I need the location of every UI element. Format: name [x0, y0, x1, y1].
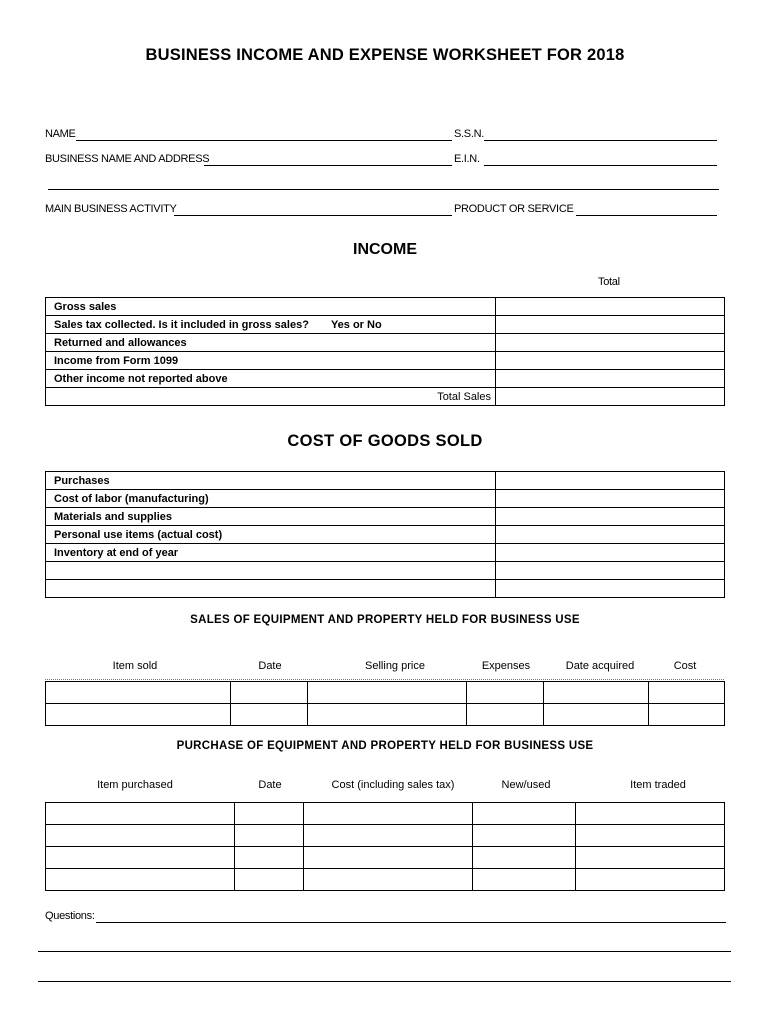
cogs-row-label: Materials and supplies — [46, 508, 496, 526]
income-total-label: Total — [598, 276, 620, 288]
table-row — [46, 298, 725, 316]
table-cell[interactable] — [473, 803, 576, 825]
cogs-value-cell[interactable] — [496, 526, 725, 544]
income-value-cell[interactable] — [496, 316, 725, 334]
table-row — [46, 562, 725, 580]
income-value-cell[interactable] — [496, 334, 725, 352]
col-date: Date — [258, 779, 282, 791]
income-heading: INCOME — [353, 241, 417, 258]
table-cell[interactable] — [304, 803, 473, 825]
col-cost: Cost — [673, 660, 697, 672]
table-cell[interactable] — [46, 869, 235, 891]
address-line-field[interactable] — [48, 189, 719, 190]
table-cell[interactable] — [308, 704, 467, 726]
cogs-blank-label-cell[interactable] — [46, 562, 496, 580]
table-row — [46, 472, 725, 490]
table-cell[interactable] — [231, 682, 308, 704]
total-sales-label: Total Sales — [46, 388, 496, 406]
cogs-blank-label-cell[interactable] — [46, 580, 496, 598]
income-row-label: Returned and allowances — [46, 334, 496, 352]
table-cell[interactable] — [576, 869, 725, 891]
col-item-purchased: Item purchased — [97, 779, 173, 791]
cogs-heading: COST OF GOODS SOLD — [287, 432, 483, 450]
divider — [45, 679, 724, 680]
table-cell[interactable] — [544, 704, 649, 726]
table-cell[interactable] — [304, 825, 473, 847]
col-date-acquired: Date acquired — [565, 660, 635, 672]
table-cell[interactable] — [231, 704, 308, 726]
table-cell[interactable] — [235, 803, 304, 825]
sales-equipment-table — [45, 681, 725, 726]
income-row-label: Other income not reported above — [46, 370, 496, 388]
business-name-label: BUSINESS NAME AND ADDRESS — [45, 153, 210, 165]
col-item-traded: Item traded — [630, 779, 686, 791]
table-cell[interactable] — [473, 847, 576, 869]
table-cell[interactable] — [649, 682, 725, 704]
main-activity-field[interactable] — [174, 215, 452, 216]
table-row — [46, 388, 725, 406]
table-cell[interactable] — [308, 682, 467, 704]
table-row — [46, 869, 725, 891]
cogs-value-cell[interactable] — [496, 544, 725, 562]
table-row — [46, 370, 725, 388]
cogs-table — [45, 471, 725, 598]
questions-field[interactable] — [96, 922, 726, 923]
table-row — [46, 526, 725, 544]
table-cell[interactable] — [467, 704, 544, 726]
income-row-label — [46, 316, 496, 334]
table-row — [46, 490, 725, 508]
cogs-row-label: Cost of labor (manufacturing) — [46, 490, 496, 508]
table-row — [46, 825, 725, 847]
table-cell[interactable] — [235, 869, 304, 891]
main-activity-label: MAIN BUSINESS ACTIVITY — [45, 203, 177, 215]
table-cell[interactable] — [46, 704, 231, 726]
table-row — [46, 682, 725, 704]
table-row — [46, 803, 725, 825]
table-row — [46, 704, 725, 726]
table-cell[interactable] — [473, 869, 576, 891]
col-date: Date — [258, 660, 282, 672]
product-service-field[interactable] — [576, 215, 717, 216]
table-cell[interactable] — [576, 803, 725, 825]
cogs-value-cell[interactable] — [496, 472, 725, 490]
table-row — [46, 508, 725, 526]
table-cell[interactable] — [649, 704, 725, 726]
table-cell[interactable] — [235, 825, 304, 847]
income-row-label: Gross sales — [46, 298, 496, 316]
table-cell[interactable] — [46, 825, 235, 847]
ssn-field[interactable] — [484, 140, 717, 141]
col-cost-incl-tax: Cost (including sales tax) — [331, 779, 455, 791]
col-item-sold: Item sold — [112, 660, 158, 672]
total-sales-cell[interactable] — [496, 388, 725, 406]
table-cell[interactable] — [467, 682, 544, 704]
table-cell[interactable] — [576, 847, 725, 869]
cogs-value-cell[interactable] — [496, 580, 725, 598]
name-label: NAME — [45, 128, 76, 140]
table-row — [46, 352, 725, 370]
income-value-cell[interactable] — [496, 370, 725, 388]
income-value-cell[interactable] — [496, 352, 725, 370]
purchase-equipment-table — [45, 802, 725, 891]
sales-tax-question: Sales tax collected. Is it included in gross sales? — [54, 318, 309, 331]
table-cell[interactable] — [576, 825, 725, 847]
col-selling-price: Selling price — [365, 660, 425, 672]
income-row-label: Income from Form 1099 — [46, 352, 496, 370]
table-row — [46, 544, 725, 562]
questions-line-2[interactable] — [38, 951, 731, 952]
col-expenses: Expenses — [481, 660, 531, 672]
sales-equipment-heading: SALES OF EQUIPMENT AND PROPERTY HELD FOR BUSINESS USE — [190, 614, 580, 626]
table-row — [46, 316, 725, 334]
yes-no-label: Yes or No — [330, 318, 382, 331]
page-title: BUSINESS INCOME AND EXPENSE WORKSHEET FOR 2018 — [145, 46, 625, 64]
col-new-used: New/used — [501, 779, 551, 791]
cogs-value-cell[interactable] — [496, 508, 725, 526]
table-cell[interactable] — [46, 847, 235, 869]
ein-label: E.I.N. — [454, 153, 480, 165]
ein-field[interactable] — [484, 165, 717, 166]
table-row — [46, 847, 725, 869]
table-cell[interactable] — [473, 825, 576, 847]
table-cell[interactable] — [235, 847, 304, 869]
cogs-value-cell[interactable] — [496, 562, 725, 580]
cogs-row-label: Purchases — [46, 472, 496, 490]
questions-line-3[interactable] — [38, 981, 731, 982]
table-cell[interactable] — [304, 869, 473, 891]
business-name-field[interactable] — [204, 165, 452, 166]
table-cell[interactable] — [46, 803, 235, 825]
income-table — [45, 297, 725, 406]
table-row — [46, 334, 725, 352]
table-cell[interactable] — [46, 682, 231, 704]
income-value-cell[interactable] — [496, 298, 725, 316]
ssn-label: S.S.N. — [454, 128, 484, 140]
table-cell[interactable] — [304, 847, 473, 869]
table-cell[interactable] — [544, 682, 649, 704]
cogs-value-cell[interactable] — [496, 490, 725, 508]
questions-label: Questions: — [45, 910, 95, 922]
name-field[interactable] — [76, 140, 452, 141]
product-service-label: PRODUCT OR SERVICE — [454, 203, 574, 215]
purchase-equipment-heading: PURCHASE OF EQUIPMENT AND PROPERTY HELD FOR BUSINESS USE — [176, 740, 594, 752]
table-row — [46, 580, 725, 598]
cogs-row-label: Personal use items (actual cost) — [46, 526, 496, 544]
cogs-row-label: Inventory at end of year — [46, 544, 496, 562]
